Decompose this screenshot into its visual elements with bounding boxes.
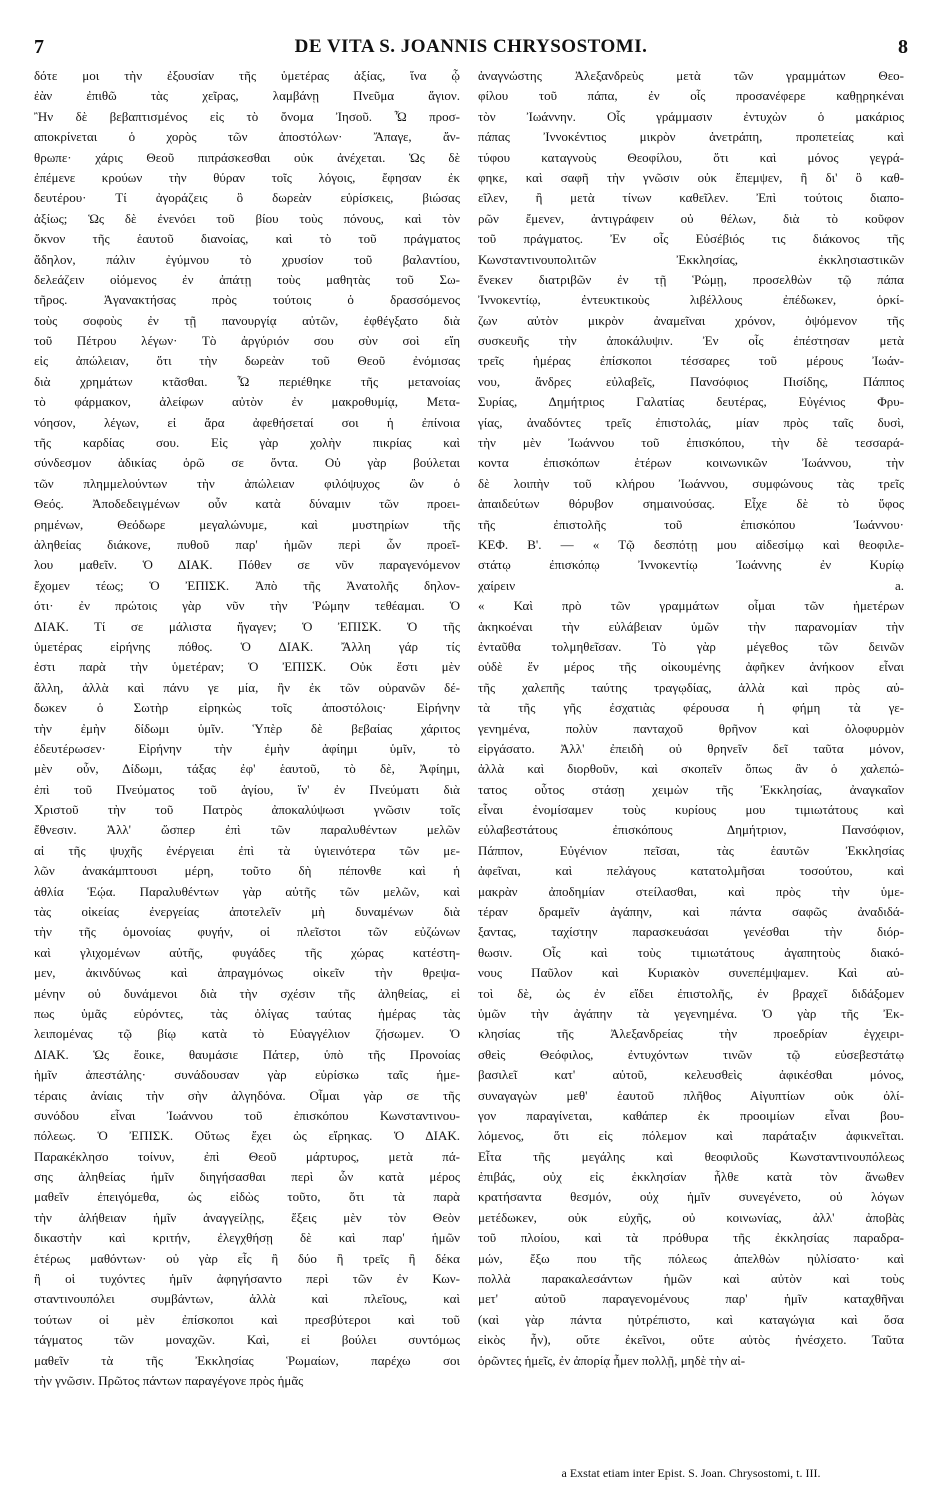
text-line: πολλὰ παρακαλεσάντων ἡμῶν καὶ αὐτὸν καὶ τοὺς [478, 1271, 904, 1287]
text-line: συναγαγὼν μεθ' ἑαυτοῦ πλῆθος Αἰγυπτίων οὐκ ὀλί- [478, 1087, 904, 1103]
text-line: μαθεῖν τὰ τῆς Ἐκκλησίας Ῥωμαίων, παρέχω σοι [34, 1352, 460, 1368]
text-line: δωκεν ὁ Σωτὴρ εἰρηκὼς τοῖς ἀποστόλοις· Εἰρήνην [34, 700, 460, 716]
text-line: τρεῖς ἡμέρας ἐπίσκοποι τέσσαρες τοῦ μέρους Ἰωάν- [478, 353, 904, 369]
running-header [34, 34, 908, 60]
text-line: συσκευῆς τὴν ἀποκάλυψιν. Ἐν οἷς ἐπέστησαν μετὰ [478, 333, 904, 349]
left-page-number: 7 [34, 35, 44, 58]
text-line: μακρὰν ἀποδημίαν στείλασθαι, καὶ πρὸς τὴν ὑμε- [478, 883, 904, 899]
text-line: σύνδεσμον ἀδικίας ὁρῶ σε ὄντα. Οὐ γὰρ βούλεται [34, 455, 460, 471]
text-line: ἔχομεν τέως; Ὁ ἘΠΙΣΚ. Ἀπὸ τῆς Ἀνατολῆς δηλον- [34, 577, 460, 593]
text-line: ἀκηκοέναι τὴν εὐλάβειαν ὑμῶν τὴν παρανομίαν τὴν [478, 618, 904, 634]
text-line: τατος οὗτος στάσῃ χειμὼν τῆς Ἐκκλησίας, ἀναγκαῖον [478, 781, 904, 797]
right-text-column [478, 66, 904, 1371]
running-title: DE VITA S. JOANNIS CHRYSOSTOMI. [294, 36, 648, 57]
text-line: μετ' αὐτοῦ παραγενομένους παρ' ἡμῖν καταχθῆναι [478, 1291, 904, 1307]
text-line: εῖλεν, ἢ μετὰ τίνων καθεῖλεν. Ἐπὶ τούτοις διαπο- [478, 190, 904, 206]
text-line: ΚΕΦ. Β'. — « Τῷ δεσπότῃ μου αἰδεσίμῳ καὶ θεοφιλε- [478, 536, 904, 552]
text-line: δικαστὴν καὶ κριτήν, ἐλεγχθήσῃ δὲ καὶ παρ' ἡμῶν [34, 1230, 460, 1246]
text-line: τὴν μὲν Ἰωάννου τοῦ ἐπισκόπου, τὴν δὲ τεσσαρά- [478, 435, 904, 451]
text-line: μένην οὐ δυνάμενοι διὰ τὴν σχέσιν τῆς ἀληθείας, εἰ [34, 985, 460, 1001]
text-line: στάτῳ ἐπισκόπῳ Ἰννοκεντίῳ Ἰωάννης ἐν Κυρίῳ [478, 557, 904, 573]
text-line: πάπας Ἰννοκέντιος μικρὸν ἀνετράπη, προπετείας καὶ [478, 129, 904, 145]
text-line: μεν, ἀκινδύνως καὶ ἀπραγμόνως οἰκεῖν τὴν θρεψα- [34, 965, 460, 981]
text-line: ζων αὐτὸν μικρὸν ἀναμεῖναι χρόνον, ὀψόμενον τῆς [478, 312, 904, 328]
text-line: ἕνεκεν διατριβῶν ἐν τῇ Ῥώμῃ, προσελθὼν τῷ πάπα [478, 271, 904, 287]
text-line: ἀφεῖναι, καὶ πελάγους κατατολμῆσαι τοσούτου, καὶ [478, 863, 904, 879]
text-line: ἀθλία Ἑῴα. Παραλυθέντων γὰρ αὐτῆς τῶν μελῶν, καὶ [34, 883, 460, 899]
text-line: τῆς χαλεπῆς ταύτης τραγῳδίας, ἀλλὰ καὶ πρὸς αὐ- [478, 679, 904, 695]
text-line: ρῶν ἔμενεν, ἀντιγράφειν οὐ θέλων, διὰ τὸ κοῦφον [478, 210, 904, 226]
text-line: τὴν τῆς ὁμονοίας φυγήν, οἱ πλεῖστοι τῶν εὐζώνων [34, 924, 460, 940]
text-line: εἰς ἀπώλειαν, ὅτι τὴν δωρεὰν τοῦ Θεοῦ ἐνόμισας [34, 353, 460, 369]
text-line: ἀναγνώστης Ἀλεξανδρεὺς μετὰ τῶν γραμμάτων Θεο- [478, 68, 904, 83]
text-line: τῆς ἐπιστολῆς τοῦ ἐπισκόπου Ἰωάννου· [478, 516, 904, 532]
text-line: μὲν οὖν, Δίδωμι, τάξας ἐφ' ἑαυτοῦ, τὸ δὲ, Ἀφίημι, [34, 761, 460, 777]
text-line: ἀλλὰ καὶ διορθοῦν, καὶ σκοπεῖν ὅπως ἂν ὁ χαλεπώ- [478, 761, 904, 777]
text-line: φίλου τοῦ πάπα, ἐν οἷς προσανέφερε καθῃρηκέναι [478, 88, 904, 104]
text-line: τὴν ἐμὴν δίδωμι ὑμῖν. Ὑπὲρ δὲ βεβαίας χάριτος [34, 720, 460, 736]
text-line: κλησίας τῆς Ἀλεξανδρείας τὴν προεδρίαν ἐγχειρι- [478, 1026, 904, 1042]
text-line: Εἶτα τῆς μεγάλης καὶ θεοφιλοῦς Κωνσταντινουπόλεως [478, 1148, 904, 1164]
text-line: τύφου καταγνοὺς Θεοφίλου, ὅτι καὶ μόνος γεγρά- [478, 149, 904, 165]
text-line: πως ὑμᾶς εὑρόντες, τὰς ὀλίγας ταύτας ἡμέρας τὰς [34, 1005, 460, 1021]
text-line: ἐνταῦθα τολμηθεῖσαν. Τὸ γὰρ μέγεθος τῶν δεινῶν [478, 638, 904, 654]
text-line: σταντινουπόλει συμβάντων, ἀλλὰ καὶ πλεῖους, καὶ [34, 1291, 460, 1307]
text-line: οὐδὲ ἕν μέρος τῆς οἰκουμένης ἀφῆκεν ἀνήκοον εἶναι [478, 659, 904, 675]
text-line: ἑτέρως μαθόντων· οὐ γὰρ εἷς ἢ δύο ἢ τρεῖς ἢ δέκα [34, 1250, 460, 1266]
text-line: τῶν πλημμελούντων τὴν ἀπώλειαν φιλόψυχος ὢν ὁ [34, 475, 460, 491]
text-line: Θεός. Ἀποδεδειγμένων οὖν κατὰ δύναμιν τῶν προει- [34, 496, 460, 512]
text-line: (καὶ γὰρ πάντα ηὐτρέπιστο, καὶ καταγώγια καὶ ὅσα [478, 1311, 904, 1327]
text-line: θωσιν. Οἷς καὶ τοὺς τιμιωτάτους ἀγαπητοὺς διακό- [478, 944, 904, 960]
text-line: σθεὶς Θεόφιλος, ἐντυχόντων τινῶν τῷ εὐσεβεστάτῳ [478, 1046, 904, 1062]
text-line: ὑμῶν τὴν ἀγάπην τὰ γεγενημένα. Ὁ γὰρ τῆς Ἐκ- [478, 1005, 904, 1021]
text-line: τῆς καρδίας σου. Εἰς γὰρ χολὴν πικρίας καὶ [34, 435, 460, 451]
text-line: νου, ἄνδρες εὐλαβεῖς, Πανσόφιος Πισίδης, Πάππος [478, 373, 904, 389]
text-line: Συρίας, Δημήτριος Γαλατίας δευτέρας, Εὐγένιος Φρυ- [478, 394, 904, 410]
text-line: ὄκνον τῆς ἑαυτοῦ διανοίας, καὶ τὸ τοῦ πράγματος [34, 231, 460, 247]
text-line: ἀξίως; Ὡς δὲ ἐνενόει τοῦ βίου τοὺς πόνους, καὶ τὸν [34, 210, 460, 226]
text-line: εὐλαβεστάτους ἐπισκόπους Δημήτριον, Πανσόφιον, [478, 822, 904, 838]
text-line: τέραν δραμεῖν ἀγάπην, καὶ πάντα σαφῶς ἀναδιδά- [478, 904, 904, 920]
text-line: λόμενος, ὅτι εἰς πόλεμον καὶ παράταξιν ἀφικνεῖται. [478, 1128, 904, 1144]
text-line: νους Παῦλον καὶ Κυριακὸν συνεπέμψαμεν. Καὶ αὐ- [478, 965, 904, 981]
text-line: γίας, ἀναδόντες τρεῖς ἐπιστολάς, μίαν πρὸς ταῖς δυσὶ, [478, 414, 904, 430]
text-line: ἐστι παρὰ τὴν ὑμετέραν; Ὁ ἘΠΙΣΚ. Οὐκ ἔστι μὲν [34, 659, 460, 675]
text-line: κοντα ἐπισκόπων ἑτέρων κοινωνικῶν Ἰωάννου, τὴν [478, 455, 904, 471]
text-line: δελεάζειν οἰόμενος ἐν ἀπάτῃ τοὺς μαθητὰς τοῦ Σω- [34, 271, 460, 287]
text-line: ἀπαιδεύτων θόρυβον σημαινούσας. Εἶχε δὲ τὸ ὕφος [478, 496, 904, 512]
text-line: δότε μοι τὴν ἐξουσίαν τῆς ὑμετέρας ἀξίας, ἵνα ᾧ [34, 68, 460, 83]
right-page-number: 8 [897, 35, 908, 58]
text-line: τὰς οἰκείας ἐνεργείας ἀποτελεῖν μὴ δυναμένων διὰ [34, 904, 460, 920]
text-line: Παρακέκλησο τοίνυν, ἐπὶ Θεοῦ μάρτυρος, μετὰ πά- [34, 1148, 460, 1164]
text-line: ἡμῖν ἀπεστάλης· συνάδουσαν γὰρ εὑρίσκω ταῖς ἡμε- [34, 1067, 460, 1083]
text-line: γον παραγίνεται, καθάπερ ἐκ προοιμίων εἶναι βου- [478, 1107, 904, 1123]
text-line: βασιλεῖ κατ' αὐτοῦ, κελευσθεὶς ἀφικέσθαι μόνος, [478, 1067, 904, 1083]
text-line: τὸ φάρμακον, ἀλείφων αὐτὸν ἐν μακροθυμίᾳ, Μετα- [34, 394, 460, 410]
text-line: ΔΙΑΚ. Τί σε μάλιστα ἤγαγεν; Ὁ ἘΠΙΣΚ. Ὁ τῆς [34, 618, 460, 634]
text-line: ότι· ἐν πρώτοις γὰρ νῦν τὴν Ῥώμην τεθέαμαι. Ὁ [34, 598, 460, 614]
text-line: τὴν γνῶσιν. Πρῶτος πάντων παραγέγονε πρὸς ἡμᾶς [34, 1373, 304, 1388]
text-line: λῶν ἀνακάμπτουσι μέρη, τοῦτο δὴ πέπονθε καὶ ἡ [34, 863, 460, 879]
text-line: ὑμετέρας εἰρήνης πόθος. Ὁ ΔΙΑΚ. Ἄλλη γάρ τίς [34, 638, 460, 654]
text-line: κρατήσαντα θεσμόν, οὐχ ἡμῖν συνεγένετο, οὐ λόγων [478, 1189, 904, 1205]
left-text-column [34, 66, 460, 1391]
text-line: τοὶ δὲ, ὡς ἐν εἴδει ἐπιστολῆς, ἐν βραχεῖ διδάξομεν [478, 985, 904, 1001]
text-line: εἶναι ἐνομίσαμεν τοὺς κυρίους μου τιμιωτάτους καὶ [478, 802, 904, 818]
text-line: νόησον, λέγων, εἰ ἄρα ἀφεθήσεταί σοι ἡ ἐπίνοια [34, 414, 460, 430]
text-line: θρωπε· χάρις Θεοῦ πιπράσκεσθαι οὐκ ἀνέχεται. Ὡς δὲ [34, 149, 460, 165]
text-line: τὸν Ἰωάννην. Οἷς γράμμασιν ἐντυχὼν ὁ μακάριος [478, 108, 904, 124]
text-line: ἐὰν ἐπιθῶ τὰς χεῖρας, λαμβάνῃ Πνεῦμα ἅγιον. [34, 88, 460, 104]
text-line: αἱ τῆς ψυχῆς ἐνέργειαι ἐπὶ τὰ ὑγιεινότερα τῶν με- [34, 842, 460, 858]
text-line: ἄλλη, ἀλλὰ καὶ πάνυ γε μία, ἣν ἐκ τῶν οὐρανῶν δέ- [34, 679, 460, 695]
text-line: Χριστοῦ τὴν τοῦ Πατρὸς ἀποκαλύψωσι γνῶσιν τοῖς [34, 802, 460, 818]
text-line: εἰκὸς ἦν), οὔτε ἐκεῖνοι, οὔτε αὐτὸς ἠνέσχετο. Ταῦτα [478, 1332, 904, 1348]
text-line: πόλεως. Ὁ ἘΠΙΣΚ. Οὕτως ἔχει ὡς εἴρηκας. Ὁ ΔΙΑΚ. [34, 1128, 460, 1144]
text-line: καὶ γλιχομένων αὐτῆς, φυγάδες τῆς χώρας κατέστη- [34, 944, 460, 960]
text-line: λειπομένας τῷ βίῳ κατὰ τὸ Εὐαγγέλιον ζήσωμεν. Ὁ [34, 1026, 460, 1042]
text-line: Πάππον, Εὐγένιον πεῖσαι, τὰς ἑαυτῶν Ἐκκλησίας [478, 842, 904, 858]
text-line: αποκρίνεται ὁ χορὸς τῶν ἀποστόλων· Ἄπαγε, ἄν- [34, 129, 460, 145]
text-line: φηκε, καὶ σαφῆ τὴν γνῶσιν οὐκ ἔπεμψεν, ἢ δι' ὃ καθ- [478, 169, 904, 185]
text-line: τέραις ἀνίαις τὴν σὴν ἀλγηδόνα. Οἶμαι γὰρ σε τῆς [34, 1087, 460, 1103]
text-line: χαίρειν a. [478, 577, 904, 593]
text-line: συνόδου εἶναι Ἰωάννου τοῦ ἐπισκόπου Κωνσταντινου- [34, 1107, 460, 1123]
text-line: τοῦ Πέτρου λέγων· Τὸ ἀργύριόν σου σὺν σοὶ εἴη [34, 333, 460, 349]
text-line: τῆρος. Ἀγανακτήσας πρὸς τούτοις ὁ δρασσόμενος [34, 292, 460, 308]
footnote: a Exstat etiam inter Epist. S. Joan. Chrysostomi, t. III. [561, 1466, 821, 1480]
text-line: τὰ τῆς γῆς ἐσχατιὰς φέρουσα ἡ φήμη τὰ γε- [478, 700, 904, 716]
text-line: δὲ λοιπὴν τοῦ κλήρου Ἰωάννου, συμφώνους τὰς τρεῖς [478, 475, 904, 491]
text-line: εἰργάσατο. Ἀλλ' ἐπειδὴ οὐ θρηνεῖν δεῖ ταῦτα μόνον, [478, 740, 904, 756]
text-line: τοῦ πράγματος. Ἐν οἷς Εὐσέβιός τις διάκονος τῆς [478, 231, 904, 247]
text-line: ἔθνεσιν. Ἀλλ' ὥσπερ ἐπὶ τῶν παραλυθέντων μελῶν [34, 822, 460, 838]
text-line: δευτέρου· Τί ἀγοράζεις ὃ δωρεὰν εὑρίσκεις, βιώσας [34, 190, 460, 206]
text-line: τὴν ἀλήθειαν ἡμῖν ἀναγγείλῃς, ἕξεις μὲν τὸν Θεὸν [34, 1209, 460, 1225]
text-line: Ἰννοκεντίῳ, ἐντευκτικοὺς λιβέλλους ἐπέδωκεν, ὁρκί- [478, 292, 904, 308]
text-line: Κωνσταντινουπολιτῶν Ἐκκλησίας, ἐκκλησιαστικῶν [478, 251, 904, 267]
text-line: ρημένων, Θεόδωρε μεγαλώνυμε, καὶ μυστηρίων τῆς [34, 516, 460, 532]
text-line: τοῦ πλοίου, καὶ τὰ πρόθυρα τῆς ἐκκλησίας παραδρα- [478, 1230, 904, 1246]
text-line: μών, ἔξω που τῆς πόλεως ἀπελθὼν ηὐλίσατο· καὶ [478, 1250, 904, 1266]
text-line: σης ἀληθείας ἡμῖν διηγήσασθαι περὶ ὧν κατὰ μέρος [34, 1169, 460, 1185]
text-line: ἐπέμενε κρούων τὴν θύραν τοῖς λόγοις, ἔφησαν ἐκ [34, 169, 460, 185]
text-line: τάγματος τῶν μοναχῶν. Καὶ, εἰ βούλει συντόμως [34, 1332, 460, 1348]
text-line: γενημένα, πολὺν πανταχοῦ θρῆνον καὶ ὀλοφυρμὸν [478, 720, 904, 736]
text-line: ἐδευτέρωσεν· Εἰρήνην τὴν ἐμὴν ἀφίημι ὑμῖν, τὸ [34, 740, 460, 756]
text-line: ξαντας, ταχίστην παρασκευάσαι γενέσθαι τὴν διόρ- [478, 924, 904, 940]
text-line: ἀληθείας διάκονε, πυθοῦ παρ' ἡμῶν περὶ ὧν προεῖ- [34, 536, 460, 552]
text-line: Ἢν δὲ βεβαπτισμένος εἰς τὸ ὄνομα Ἰησοῦ. Ὦ προσ- [34, 108, 460, 124]
text-line: ὁρῶντες ἡμεῖς, ἐν ἀπορίᾳ ἦμεν πολλῇ, μηδὲ τὴν αἰ- [478, 1352, 746, 1368]
text-line: « Καὶ πρὸ τῶν γραμμάτων οἶμαι τῶν ἡμετέρων [478, 598, 904, 614]
text-line: ἐπὶ τοῦ Πνεύματος τοῦ ἁγίου, ἵν' ἐν Πνεύματι διὰ [34, 781, 460, 797]
text-line: λου μαθεῖν. Ὁ ΔΙΑΚ. Πόθεν σε νῦν παραγενόμενον [34, 557, 460, 573]
text-line: ἄδηλον, πάλιν ἐγύμνου τὸ χρυσίον τοῦ βαλαντίου, [34, 251, 460, 267]
text-line: μετέδωκεν, οὐκ εὐχῆς, οὐ κοινωνίας, ἀλλ' ἀποβὰς [478, 1209, 904, 1225]
text-line: μαθεῖν ἐπειγόμεθα, ὡς εἰδὼς τοῦτο, ὅτι τὰ παρὰ [34, 1189, 460, 1205]
text-line: διὰ χρημάτων κτᾶσθαι. Ὦ περιέθηκε τῆς μετανοίας [34, 373, 460, 389]
text-line: τοὺς σοφοὺς ἐν τῇ πανουργίᾳ αὐτῶν, ἐφθέγξατο διὰ [34, 312, 460, 328]
text-line: ΔΙΑΚ. Ὡς ἔοικε, θαυμάσιε Πάτερ, ὑπὸ τῆς Προνοίας [34, 1046, 460, 1062]
text-line: ἢ οἱ τυχόντες ἡμῖν ἀφηγήσαντο περὶ τῶν ἐν Κων- [34, 1271, 460, 1287]
text-line: ἐπιβάς, οὐχ εἰς ἐκκλησίαν ἦλθε κατὰ τὸν ἄνωθεν [478, 1169, 904, 1185]
text-line: τούτων οἱ μὲν ἐπίσκοποι καὶ πρεσβύτεροι καὶ τοῦ [34, 1311, 460, 1327]
